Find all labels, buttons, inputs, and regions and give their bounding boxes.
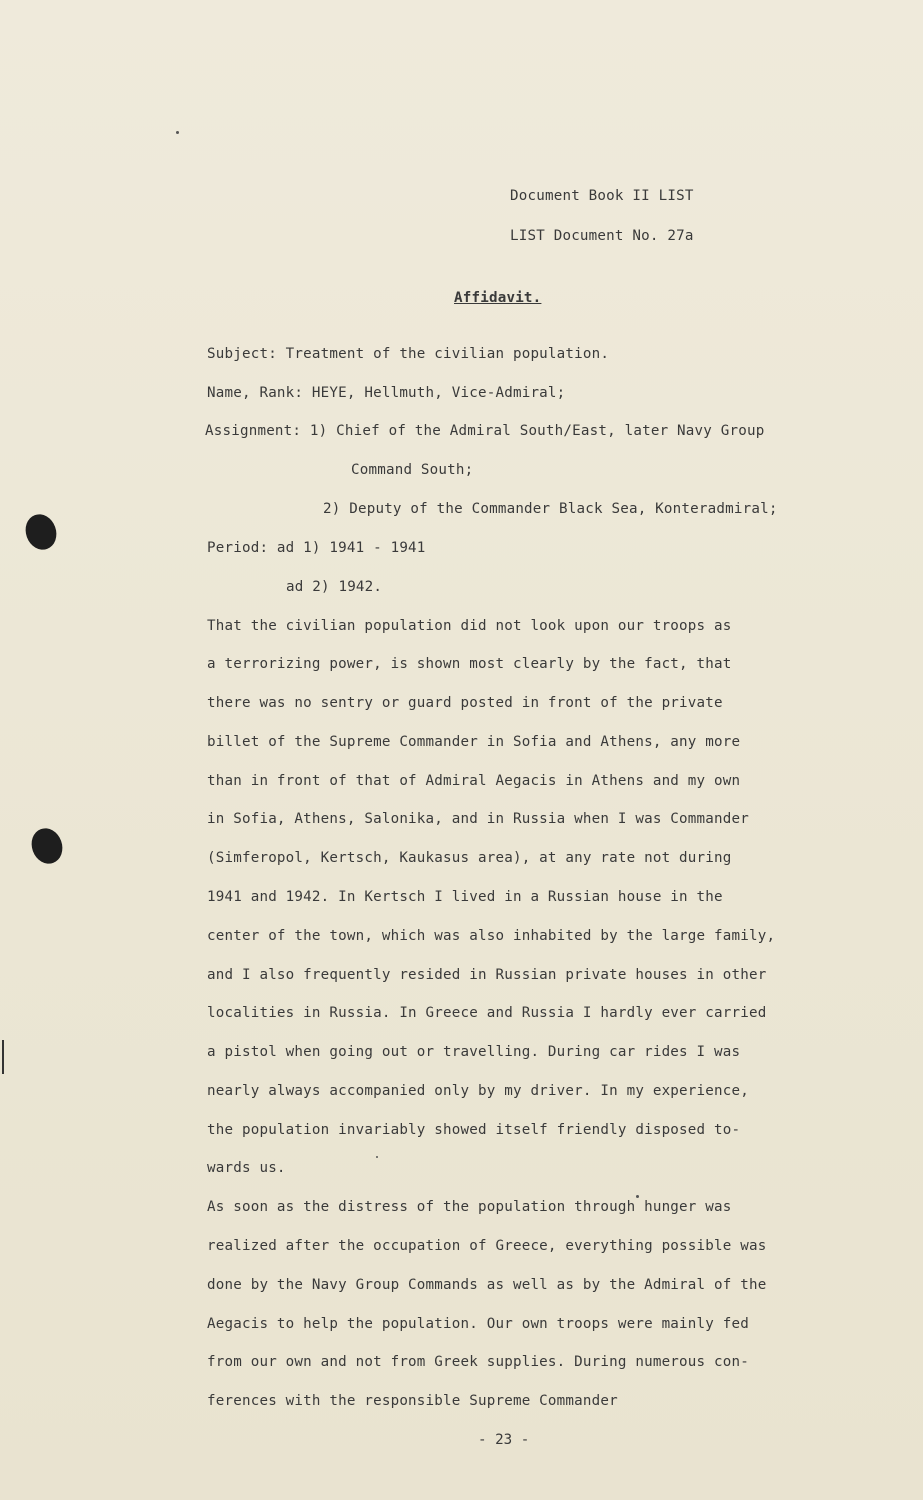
period-line-1: Period: ad 1) 1941 - 1941 [207, 540, 426, 556]
paragraph-1-line: 1941 and 1942. In Kertsch I lived in a Russian house in the [207, 889, 723, 905]
assignment-line-2: Command South; [351, 462, 474, 478]
paragraph-1-line: there was no sentry or guard posted in front of the private [207, 695, 723, 711]
paragraph-1-line: the population invariably showed itself friendly disposed to- [207, 1122, 741, 1138]
paragraph-1-line: a terrorizing power, is shown most clearly by the fact, that [207, 656, 732, 672]
punch-hole-bottom [27, 824, 68, 868]
document-title: Affidavit. [454, 290, 542, 306]
edge-mark [2, 1040, 4, 1074]
paper-speck [376, 1156, 378, 1158]
punch-hole-top [21, 510, 62, 554]
paragraph-2-line: from our own and not from Greek supplies. During numerous con- [207, 1354, 749, 1370]
paragraph-1-line: That the civilian population did not look upon our troops as [207, 618, 732, 634]
paragraph-1-line: a pistol when going out or travelling. During car rides I was [207, 1044, 741, 1060]
subject-line: Subject: Treatment of the civilian population. [207, 346, 610, 362]
paragraph-2-line: As soon as the distress of the population through hunger was [207, 1199, 732, 1215]
paragraph-1-line: than in front of that of Admiral Aegacis in Athens and my own [207, 773, 741, 789]
paragraph-1-line: center of the town, which was also inhabited by the large family, [207, 928, 776, 944]
paper-speck [636, 1195, 639, 1198]
paragraph-2-line: realized after the occupation of Greece, everything possible was [207, 1238, 767, 1254]
paper-speck [176, 131, 179, 134]
paragraph-1-line: localities in Russia. In Greece and Russia I hardly ever carried [207, 1005, 767, 1021]
paragraph-1-line: nearly always accompanied only by my driver. In my experience, [207, 1083, 749, 1099]
name-rank-line: Name, Rank: HEYE, Hellmuth, Vice-Admiral; [207, 385, 566, 401]
paragraph-1-line: in Sofia, Athens, Salonika, and in Russia when I was Commander [207, 811, 749, 827]
paragraph-1-line: billet of the Supreme Commander in Sofia and Athens, any more [207, 734, 741, 750]
paragraph-2-line: ferences with the responsible Supreme Commander [207, 1393, 618, 1409]
assignment-line-1: Assignment: 1) Chief of the Admiral South/East, later Navy Group [205, 423, 765, 439]
paragraph-1-line: and I also frequently resided in Russian private houses in other [207, 967, 767, 983]
assignment-line-3: 2) Deputy of the Commander Black Sea, Konteradmiral; [323, 501, 778, 517]
document-book-header: Document Book II LIST [510, 188, 694, 204]
period-line-2: ad 2) 1942. [286, 579, 383, 595]
paragraph-1-line: (Simferopol, Kertsch, Kaukasus area), at any rate not during [207, 850, 732, 866]
page-number: - 23 - [478, 1432, 530, 1448]
paragraph-2-line: Aegacis to help the population. Our own troops were mainly fed [207, 1316, 749, 1332]
paragraph-1-line: wards us. [207, 1160, 286, 1176]
document-number-header: LIST Document No. 27a [510, 228, 694, 244]
paragraph-2-line: done by the Navy Group Commands as well as by the Admiral of the [207, 1277, 767, 1293]
